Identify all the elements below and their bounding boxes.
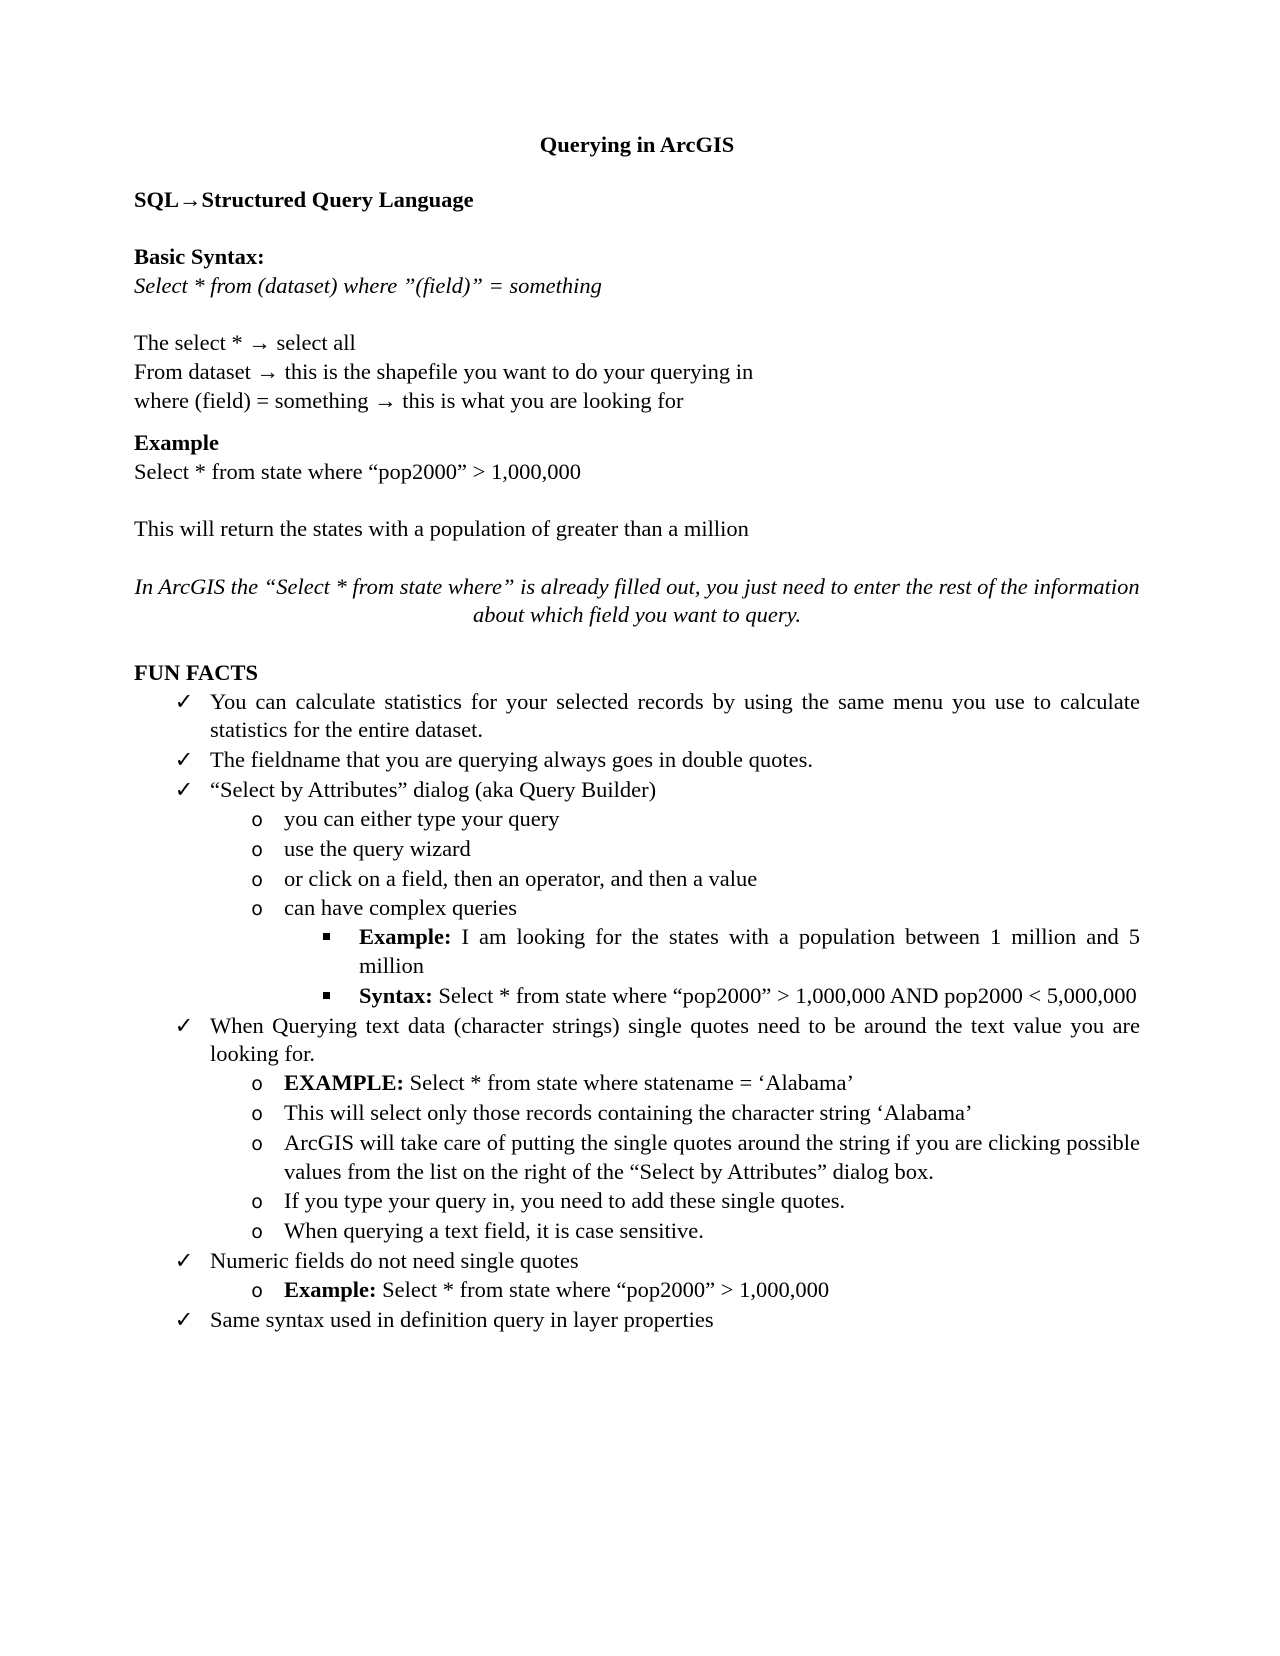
example-label: Example: [359,924,452,950]
explanation-line: The select * → select all [134,330,356,356]
arcgis-note: In ArcGIS the “Select * from state where” is already filled out, you just need to enter the rest of the information about which field you want to query. [134,573,1140,628]
numeric-sublist [209,1276,1140,1305]
document-content [134,131,1140,1336]
explanation-line: where (field) = something → this is what you are looking for [134,387,684,413]
list-item-text: Numeric fields do not need single quotes [210,1248,579,1274]
circle-bullet-icon: o [251,1073,263,1096]
sublist-item [209,1129,1140,1186]
sublist-item [209,1187,1140,1216]
syntax-label: Syntax: [359,982,433,1008]
sublist-item-label: Example: [284,1276,377,1302]
sublist-item [209,865,1140,894]
sql-heading: SQL→Structured Query Language [134,186,474,212]
sublist-item-text: or click on a field, then an operator, and then a value [284,865,758,891]
sublist-item-text: This will select only those records containing the character string ‘Alabama’ [284,1099,973,1125]
check-mark-icon: ✓ [174,777,194,803]
sublist-item-text: When querying a text field, it is case sensitive. [284,1218,704,1244]
list-item-text: When Querying text data (character strings) single quotes need to be around the text value you are looking for. [210,1012,1140,1067]
circle-bullet-icon: o [251,1279,263,1302]
sublist-item [209,835,1140,864]
example-line: Select * from state where “pop2000” > 1,000,000 [134,459,581,484]
list-item [134,746,1140,775]
sublist-item-text: can have complex queries [284,895,518,921]
check-mark-icon: ✓ [174,1248,194,1274]
sublist-item [209,1217,1140,1246]
check-mark-icon: ✓ [174,688,194,714]
check-mark-icon: ✓ [174,1306,194,1332]
basic-syntax-heading: Basic Syntax: [134,244,265,270]
sublist-item-text: If you type your query in, you need to add these single quotes. [284,1188,846,1214]
circle-bullet-icon: o [251,868,263,891]
circle-bullet-icon: o [251,808,263,831]
query-builder-sublist [209,805,1140,1011]
list-item [134,1306,1140,1335]
circle-bullet-icon: o [251,1191,263,1214]
return-note: This will return the states with a population of greater than a million [134,516,749,542]
sub-sublist-item [284,982,1140,1011]
check-mark-icon: ✓ [174,747,194,773]
list-item-text: “Select by Attributes” dialog (aka Query Builder) [210,777,657,803]
sublist-item-text: you can either type your query [284,805,560,831]
check-mark-icon: ✓ [174,1012,194,1038]
circle-bullet-icon: o [251,898,263,921]
list-item-text: Same syntax used in definition query in layer properties [210,1306,714,1332]
list-item [134,776,1140,1010]
sublist-item-text: use the query wizard [284,835,471,861]
example-text: I am looking for the states with a population between 1 million and 5 million [359,924,1140,978]
basic-syntax-line: Select * from (dataset) where ”(field)” = something [134,272,602,298]
sublist-item [209,894,1140,1010]
square-bullet-icon [318,982,334,1011]
explanation-line: From dataset → this is the shapefile you want to do your querying in [134,358,754,384]
syntax-text: Select * from state where “pop2000” > 1,000,000 AND pop2000 < 5,000,000 [432,982,1137,1008]
sublist-item-text: ArcGIS will take care of putting the single quotes around the string if you are clicking possible values from the list on the right of the “Select by Attributes” dialog box. [284,1129,1140,1184]
sublist-item [209,1099,1140,1128]
sublist-item [209,805,1140,834]
circle-bullet-icon: o [251,1102,263,1125]
list-item-text: You can calculate statistics for your selected records by using the same menu you use to calculate statistics for the entire dataset. [210,688,1140,743]
complex-query-sublist [284,923,1140,1010]
sublist-item-text: Select * from state where statename = ‘Alabama’ [404,1070,854,1096]
list-item [134,1012,1140,1246]
list-item-text: The fieldname that you are querying always goes in double quotes. [210,747,813,773]
list-item [134,1247,1140,1304]
fun-facts-heading: FUN FACTS [134,659,258,685]
sublist-item-text: Select * from state where “pop2000” > 1,000,000 [376,1276,830,1302]
square-bullet-icon [318,923,334,952]
circle-bullet-icon: o [251,1221,263,1244]
sublist-item [209,1069,1140,1098]
example-heading: Example [134,430,220,456]
sublist-item-label: EXAMPLE: [284,1070,404,1096]
list-item [134,688,1140,745]
document-title: Querying in ArcGIS [539,132,735,157]
circle-bullet-icon: o [251,1132,263,1155]
text-data-sublist [209,1069,1140,1246]
circle-bullet-icon: o [251,838,263,861]
sublist-item [209,1276,1140,1305]
sub-sublist-item [284,923,1140,980]
fun-facts-list [134,688,1140,1335]
